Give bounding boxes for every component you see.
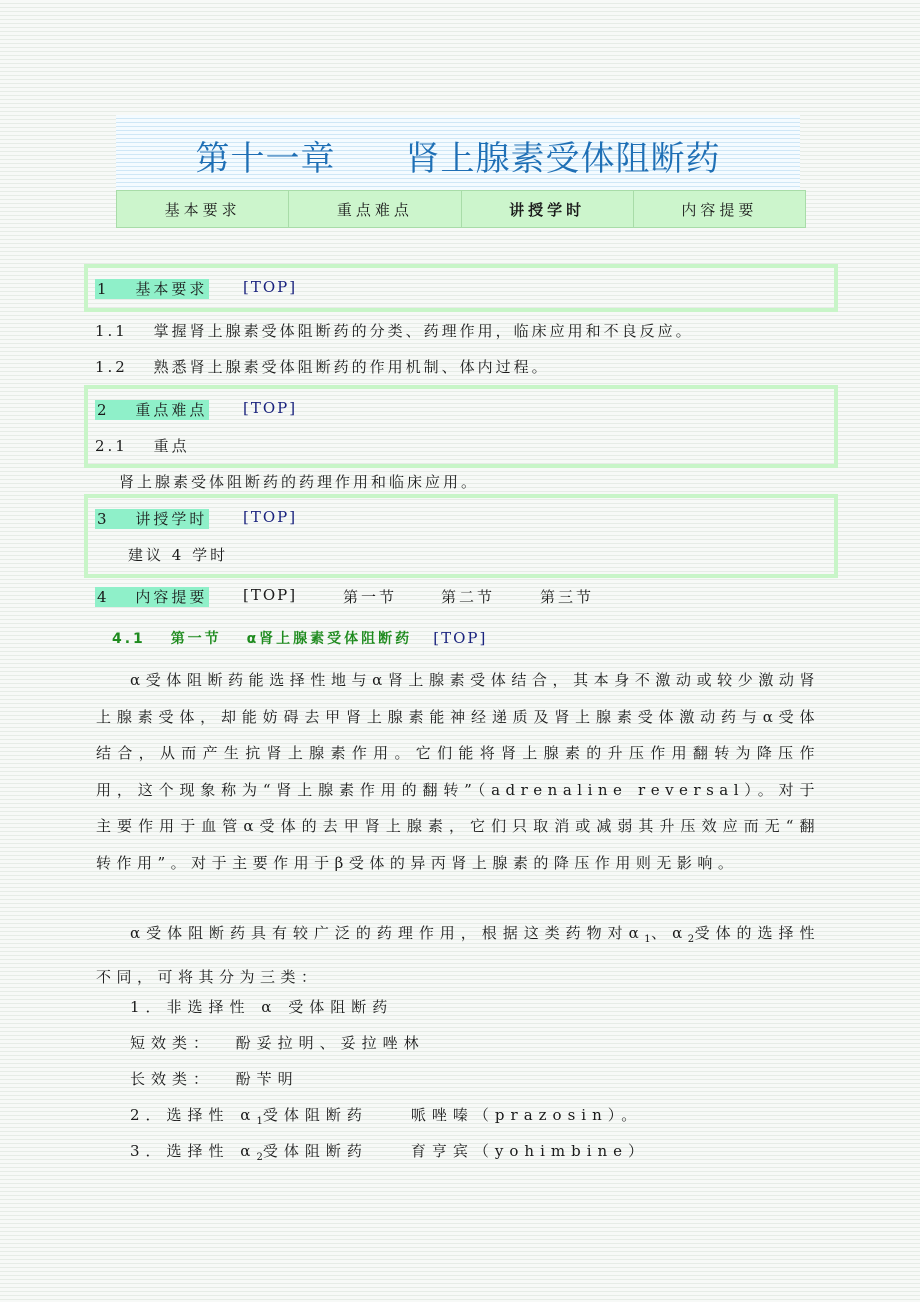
section-nav (116, 190, 806, 228)
subsection-top-link[interactable]: [TOP] (433, 629, 488, 647)
item-number: 2.1 (95, 437, 128, 455)
nav-basic-requirements[interactable]: 基本要求 (117, 191, 289, 227)
section-3-heading (95, 508, 209, 529)
item-text: 掌握肾上腺素受体阻断药的分类、药理作用，临床应用和不良反应。 (153, 322, 694, 340)
list-text: 2．选择性 α (130, 1106, 257, 1124)
paragraph-alpha-blockers (96, 662, 820, 881)
item-text: 重点 (153, 437, 190, 455)
list-item-1: 1．非选择性 α 受体阻断药 (130, 998, 394, 1016)
drug-names: 哌唑嗪（prazosin）。 (410, 1106, 643, 1124)
alpha-symbol: α (672, 924, 688, 942)
category-label: 短效类： (130, 1034, 215, 1052)
item-number: 1.1 (95, 322, 128, 340)
section-4-number: 4 (97, 588, 110, 606)
subsection-number: 4.1 (112, 631, 146, 647)
section-1-number: 1 (97, 280, 110, 298)
section-3-title: 讲授学时 (135, 510, 208, 528)
list-item-3 (130, 1140, 649, 1163)
link-section-3[interactable]: 第三节 (540, 588, 595, 606)
section-2-box (84, 385, 838, 468)
title-band (116, 115, 800, 190)
subsection-4-1-heading (112, 628, 487, 648)
section-2-top-link[interactable]: [TOP] (243, 399, 298, 417)
nav-content-summary[interactable]: 内容提要 (681, 200, 758, 219)
section-4-heading (95, 586, 209, 607)
subscript: 2 (256, 1152, 263, 1163)
para-part: 受体的选择性不同，可将其分为三类： (96, 924, 820, 986)
drug-names: 酚苄明 (235, 1070, 299, 1088)
paragraph-text: α受体阻断药能选择性地与α肾上腺素受体结合，其本身不激动或较少激动肾上腺素受体，却能妨碍去甲肾上腺素能神经递质及肾上腺素受体激动药与α受体结合，从而产生抗肾上腺素作用。它们能将肾上腺素的升压作用翻转为降压作用，这个现象称为“肾上腺素作用的翻转”（adrenaline reversal）。对于主要作用于血管α受体的去甲肾上腺素，它们只取消或减弱其升压效应而无“翻转作用”。对于主要作用于β受体的异丙肾上腺素的降压作用则无影响。 (96, 671, 820, 872)
list-text: 受体阻断药 (262, 1142, 368, 1160)
section-3-top-link[interactable]: [TOP] (243, 508, 298, 526)
section-4-top-link[interactable]: [TOP] (243, 586, 298, 604)
alpha-symbol: α (628, 924, 645, 942)
subscript: 2 (687, 934, 695, 945)
page-title: 第十一章 肾上腺素受体阻断药 (195, 139, 721, 179)
key-point-text: 肾上腺素受体阻断药的药理作用和临床应用。 (119, 473, 480, 491)
section-4-title: 内容提要 (135, 588, 208, 606)
nav-key-points[interactable]: 重点难点 (289, 191, 461, 227)
requirement-1-1 (95, 320, 694, 341)
list-short-acting (130, 1032, 425, 1053)
list-item-2 (130, 1104, 642, 1127)
nav-teaching-hours[interactable]: 讲授学时 (462, 191, 634, 227)
para-part: 、 (650, 924, 673, 942)
section-2-number: 2 (97, 401, 110, 419)
subsection-title: α肾上腺素受体阻断药 (246, 631, 413, 647)
list-text: 受体阻断药 (262, 1106, 368, 1124)
teaching-hours-text: 建议 4 学时 (128, 546, 229, 564)
section-2-title: 重点难点 (135, 401, 208, 419)
paragraph-classification (96, 915, 820, 995)
section-3-box (84, 494, 838, 578)
section-2-heading (95, 399, 209, 420)
requirement-1-2 (95, 356, 550, 377)
section-1-title: 基本要求 (135, 280, 208, 298)
drug-names: 育亨宾（yohimbine） (410, 1142, 650, 1160)
section-1-top-link[interactable]: [TOP] (243, 278, 298, 296)
list-text: 3．选择性 α (130, 1142, 257, 1160)
list-long-acting (130, 1068, 299, 1089)
para-part: α受体阻断药具有较广泛的药理作用，根据这类药物对 (130, 924, 629, 942)
item-number: 1.2 (95, 358, 128, 376)
category-label: 长效类： (130, 1070, 215, 1088)
subsection-label: 第一节 (170, 631, 222, 647)
section-2-1 (95, 435, 190, 456)
section-1-heading (95, 278, 209, 299)
section-3-number: 3 (97, 510, 110, 528)
subscript: 1 (256, 1116, 263, 1127)
drug-names: 酚妥拉明、妥拉唑林 (235, 1034, 425, 1052)
link-section-2[interactable]: 第二节 (441, 588, 496, 606)
subscript: 1 (644, 934, 651, 945)
item-text: 熟悉肾上腺素受体阻断药的作用机制、体内过程。 (153, 358, 550, 376)
link-section-1[interactable]: 第一节 (343, 588, 398, 606)
